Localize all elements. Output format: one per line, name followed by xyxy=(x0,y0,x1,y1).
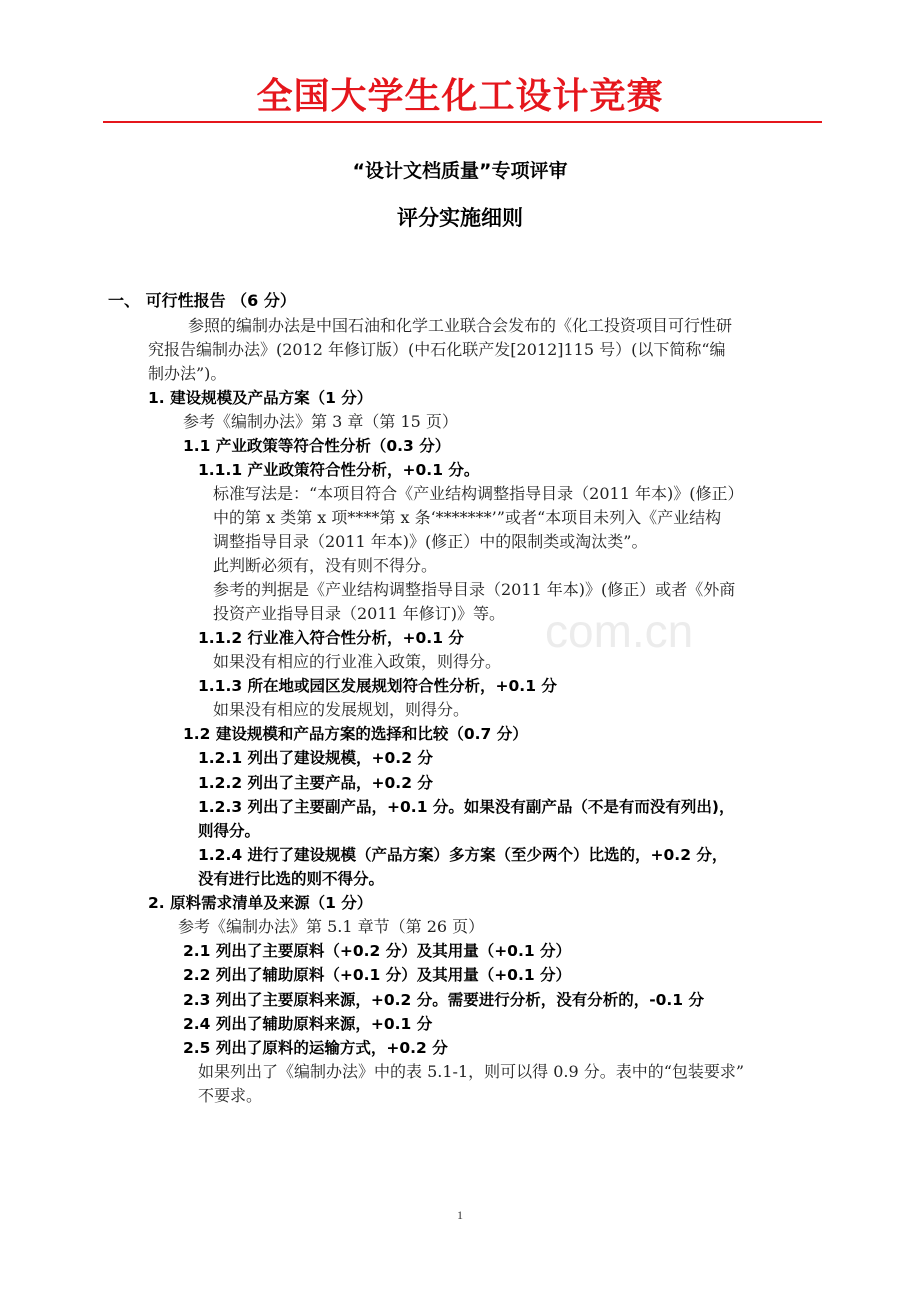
item-1-1-3-heading: 1.1.3 所在地或园区发展规划符合性分析，+0.1 分 xyxy=(198,677,557,695)
item-1-1-2-heading: 1.1.2 行业准入符合性分析，+0.1 分 xyxy=(198,629,464,647)
item-1-reference: 参考《编制办法》第 3 章（第 15 页） xyxy=(183,412,458,431)
item-2-1: 2.1 列出了主要原料（+0.2 分）及其用量（+0.1 分） xyxy=(183,942,572,960)
paragraph-line: 制办法”)。 xyxy=(148,364,227,383)
document-subheading: 评分实施细则 xyxy=(397,206,523,230)
item-1-2-4-cont: 没有进行比选的则不得分。 xyxy=(198,870,385,888)
item-text-line: 如果列出了《编制办法》中的表 5.1-1，则可以得 0.9 分。表中的“包装要求” xyxy=(198,1062,745,1081)
item-text-line: 参考的判据是《产业结构调整指导目录（2011 年本)》(修正）或者《外商 xyxy=(213,580,736,599)
item-2-5: 2.5 列出了原料的运输方式，+0.2 分 xyxy=(183,1039,448,1057)
item-1-2-1: 1.2.1 列出了建设规模，+0.2 分 xyxy=(198,749,433,767)
page-number: 1 xyxy=(457,1208,463,1222)
item-text-line: 此判断必须有，没有则不得分。 xyxy=(213,556,438,575)
paragraph-line: 参照的编制办法是中国石油和化学工业联合会发布的《化工投资项目可行性研 xyxy=(188,316,733,335)
item-text-line: 如果没有相应的发展规划，则得分。 xyxy=(213,700,470,719)
paragraph-line: 究报告编制办法》(2012 年修订版）(中石化联产发[2012]115 号）(以下简称“编 xyxy=(148,340,726,359)
item-text-line: 不要求。 xyxy=(198,1086,263,1105)
title-divider xyxy=(103,121,822,123)
item-2-3: 2.3 列出了主要原料来源，+0.2 分。需要进行分析，没有分析的，-0.1 分 xyxy=(183,991,704,1009)
item-1-2-4: 1.2.4 进行了建设规模（产品方案）多方案（至少两个）比选的，+0.2 分， xyxy=(198,846,728,864)
item-1-2-3-cont: 则得分。 xyxy=(198,822,261,840)
item-text-line: 中的第 x 类第 x 项****第 x 条‘*******’”或者“本项目未列入《产业结构 xyxy=(213,508,722,527)
item-2-heading: 2. 原料需求清单及来源（1 分） xyxy=(148,894,373,912)
document-title: 全国大学生化工设计竞赛 xyxy=(256,76,664,117)
item-2-2: 2.2 列出了辅助原料（+0.1 分）及其用量（+0.1 分） xyxy=(183,966,572,984)
item-text-line: 调整指导目录（2011 年本)》(修正）中的限制类或淘汰类”。 xyxy=(213,532,648,551)
item-text-line: 如果没有相应的行业准入政策，则得分。 xyxy=(213,652,502,671)
item-text-line: 投资产业指导目录（2011 年修订)》等。 xyxy=(213,604,506,623)
item-1-2-heading: 1.2 建设规模和产品方案的选择和比较（0.7 分） xyxy=(183,725,528,743)
item-1-heading: 1. 建设规模及产品方案（1 分） xyxy=(148,389,373,407)
watermark: com.cn xyxy=(545,605,694,657)
item-1-1-1-heading: 1.1.1 产业政策符合性分析，+0.1 分。 xyxy=(198,461,480,479)
item-2-reference: 参考《编制办法》第 5.1 章节（第 26 页） xyxy=(178,917,485,936)
item-text-line: 标准写法是：“本项目符合《产业结构调整指导目录（2011 年本)》(修正） xyxy=(213,484,744,503)
item-1-2-3: 1.2.3 列出了主要副产品，+0.1 分。如果没有副产品（不是有而没有列出)， xyxy=(198,798,735,816)
document-subtitle: “设计文档质量”专项评审 xyxy=(352,160,568,182)
item-1-2-2: 1.2.2 列出了主要产品，+0.2 分 xyxy=(198,774,433,792)
item-1-1-heading: 1.1 产业政策等符合性分析（0.3 分） xyxy=(183,437,451,455)
section-1-heading: 一、 可行性报告 （6 分） xyxy=(108,291,296,310)
item-2-4: 2.4 列出了辅助原料来源，+0.1 分 xyxy=(183,1015,433,1033)
